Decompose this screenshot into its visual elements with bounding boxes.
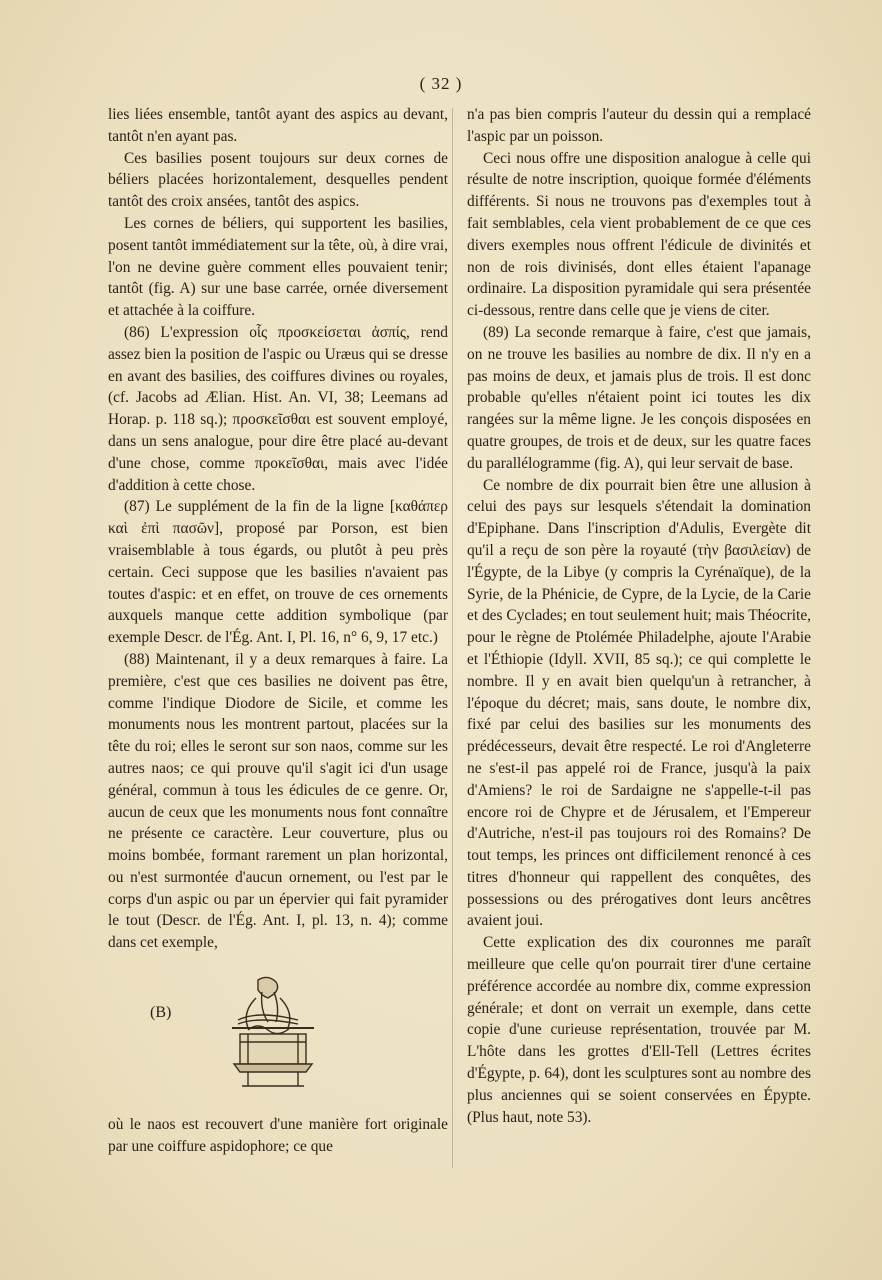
paragraph: Ceci nous offre une disposition analogue à celle qui résulte de notre inscription, quoique formée d'éléments différents. Si nous ne trouvons pas d'exemples tout à fait semblables, cela vient probablement de ce que ces divers exemples nous offrent l'édicule de divinités et non de rois divinisés, dont elles étaient l'apanage ordinaire. La disposition pyramidale qui sera présentée ci-dessous, rentre dans celle que je viens de citer.: [467, 149, 811, 320]
naos-figure: [108, 960, 448, 1110]
page-number: ( 32 ): [419, 74, 463, 93]
paragraph: où le naos est recouvert d'une manière fort originale par une coiffure aspidophore; ce que: [108, 1116, 448, 1155]
figure-label: (B): [150, 1004, 172, 1022]
paragraph: (86) L'expression οἷς προσκείσεται ἀσπίς, rend assez bien la position de l'aspic ou Uræus qui se dresse en avant des basilies, des coiffures divines ou royales, (cf. Jacobs ad Ælian. Hist. An. VI, 38; Leemans ad Horap. p. 118 sq.); προσκεῖσθαι est souvent employé, dans un sens analogue, pour dire être placé au-devant d'une chose, comme προκεῖσθαι, mais avec l'idée d'addition à cette chose.: [108, 323, 448, 494]
paragraph: lies liées ensemble, tantôt ayant des aspics au devant, tantôt n'en ayant pas.: [108, 106, 448, 145]
column-divider: [452, 108, 453, 1168]
paragraph: (87) Le supplément de la fin de la ligne [καθάπερ καὶ ἐπὶ πασῶν], proposé par Porson, est bien vraisemblable à tous égards, ou plutôt à peu près certain. Ceci suppose que les basilies n'avaient pas toutes d'aspic: et en effet, on trouve de ces ornements auxquels manque cette addition symbolique (par exemple Descr. de l'Ég. Ant. I, Pl. 16, n° 6, 9, 17 etc.): [108, 498, 448, 647]
paragraph: Cette explication des dix couronnes me paraît meilleure que celle qu'on pourrait tirer d'une certaine préférence accordée au nombre dix, comme expression générale; et dont on verrait un exemple, dans cette copie d'une curieuse représentation, trouvée par M. L'hôte dans les grottes d'Ell-Tell (Lettres écrites d'Égypte, p. 64), dont les sculptures sont au nombre des plus anciennes qui se soient conservées en Épypte. (Plus haut, note 53).: [467, 934, 811, 1126]
paragraph: Les cornes de béliers, qui supportent les basilies, posent tantôt immédiatement sur la tête, où, à dire vrai, l'on ne devine guère comment elles pouvaient tenir; tantôt (fig. A) sur une base carrée, ornée diversement et attachée à la coiffure.: [108, 214, 448, 320]
naos-illustration: [218, 972, 328, 1092]
paragraph: (88) Maintenant, il y a deux remarques à faire. La première, c'est que ces basilies ne doivent pas être, comme l'indique Diodore de Sicile, et comme les monuments nous les montrent partout, placées sur la tête du roi; elles le seront sur son naos, comme sur les autres naos; ce qui prouve qu'il s'agit ici d'un usage général, commun à tous les édicules de ce genre. Or, aucun de ceux que les monuments nous font connaître ne présente ce caractère. Leur couverture, plus ou moins bombée, formant rarement un plan horizontal, ou n'est surmontée d'aucun ornement, ou l'est par le corps d'un aspic ou par un épervier qui fait pyramider le tout (Descr. de l'Ég. Ant. I, pl. 13, n. 4); comme dans cet exemple,: [108, 650, 448, 952]
paragraph: Ce nombre de dix pourrait bien être une allusion à celui des pays sur lesquels s'étendait la domination d'Epiphane. Dans l'inscription d'Adulis, Evergète dit qu'il a reçu de son père la royauté (τὴν βασιλείαν) de l'Égypte, de la Libye (y compris la Cyrénaïque), de la Syrie, de la Phénicie, de Cypre, de la Lycie, de la Carie et des Cyclades; en tout seulement huit; mais Théocrite, pour le règne de Ptolémée Philadelphe, ajoute l'Arabie et l'Éthiopie (Idyll. XVII, 85 sq.); ce qui complette le nombre. Il y en avait bien quelqu'un à retrancher, à l'époque du décret; mais, sans doute, le nombre dix, fixé par celui des basilies sur les monuments des prédécesseurs, devait être respecté. Le roi d'Angleterre ne s'est-il pas appelé roi de France, jusqu'à la paix d'Amiens? le roi de Sardaigne ne s'appelle-t-il pas encore roi de Chypre et de Jérusalem, et l'Empereur d'Autriche, n'est-il pas toujours roi des Romains? De tout temps, les princes ont difficilement renoncé à ces titres d'honneur qui rappellent des conquêtes, des possessions ou des prérogatives dont leurs ancêtres avaient joui.: [467, 476, 811, 930]
paragraph: n'a pas bien compris l'auteur du dessin qui a remplacé l'aspic par un poisson.: [467, 106, 811, 145]
left-column: [108, 104, 448, 1158]
paragraph: (89) La seconde remarque à faire, c'est que jamais, on ne trouve les basilies au nombre de dix. Il n'y en a pas moins de deux, et jamais plus de trois. Il est donc probable qu'elles n'étaient point ici toutes les dix rangées sur la même ligne. Je les conçois disposées en quatre groupes, de trois et de deux, sur les quatre faces du parallélogramme (fig. A), qui leur servait de base.: [467, 323, 811, 472]
paragraph: Ces basilies posent toujours sur deux cornes de béliers placées horizontalement, desquelles pendent tantôt des croix ansées, tantôt des aspics.: [108, 149, 448, 211]
right-column: [467, 104, 811, 1128]
